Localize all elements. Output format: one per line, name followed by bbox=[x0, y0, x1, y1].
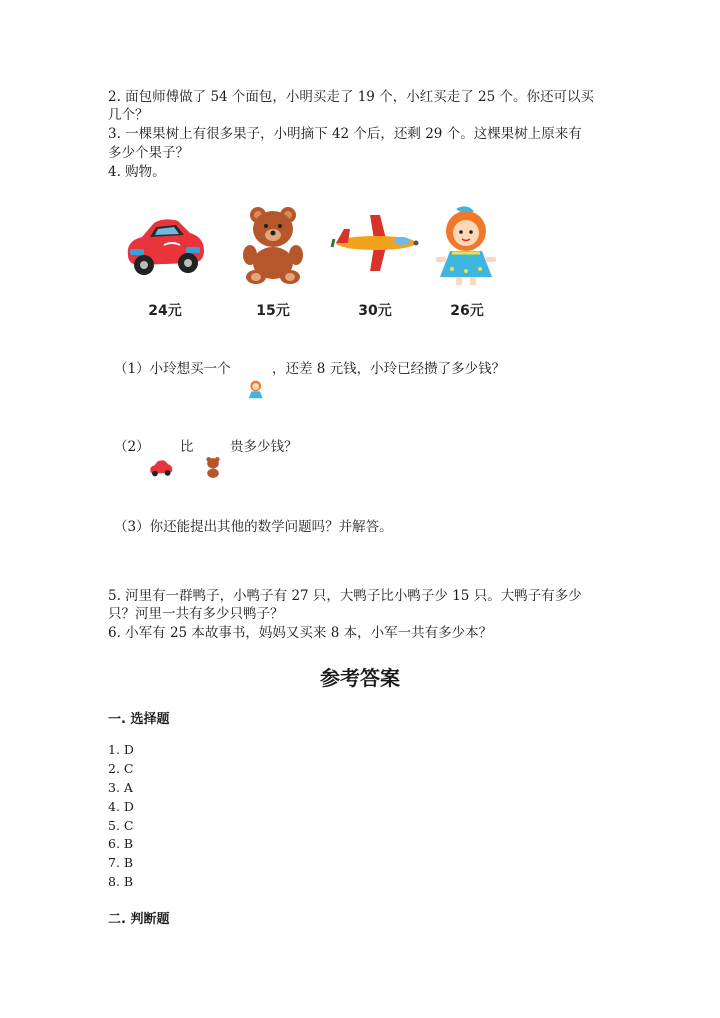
question-6-line-1: 6. 小军有 25 本故事书，妈妈又买来 8 本，小军一共有多少本？ bbox=[108, 625, 493, 641]
question-5-line-2: 只？河里一共有多少只鸭子？ bbox=[108, 606, 284, 622]
answer-item: 7. B bbox=[108, 855, 134, 870]
doll-price: 26元 bbox=[450, 303, 484, 319]
answer-item: 2. C bbox=[108, 761, 134, 776]
teddy-bear-icon bbox=[228, 205, 318, 285]
teddy-bear-item bbox=[228, 205, 318, 325]
toy-car-icon bbox=[148, 456, 174, 478]
teddy-bear-price: 15元 bbox=[256, 303, 290, 319]
sub-question-2-compare: 比 bbox=[180, 439, 194, 455]
sub-question-2-prefix: （2） bbox=[114, 439, 150, 455]
doll-item bbox=[422, 205, 512, 325]
section-true-false: 二. 判断题 bbox=[108, 912, 170, 927]
question-3-line-1: 3. 一棵果树上有很多果子，小明摘下 42 个后，还剩 29 个。这棵果树上原来有 bbox=[108, 126, 582, 142]
airplane-price: 30元 bbox=[358, 303, 392, 319]
toy-car-item bbox=[120, 205, 210, 325]
toy-car-icon bbox=[120, 205, 210, 280]
toy-car-price: 24元 bbox=[148, 303, 182, 319]
answer-item: 3. A bbox=[108, 780, 133, 795]
question-2-line-1: 2. 面包师傅做了 54 个面包，小明买走了 19 个，小红买走了 25 个。你还可以买 bbox=[108, 89, 594, 105]
answer-item: 5. C bbox=[108, 818, 134, 833]
answer-item: 4. D bbox=[108, 799, 134, 814]
section-multiple-choice: 一. 选择题 bbox=[108, 712, 170, 727]
teddy-bear-icon bbox=[200, 454, 226, 482]
answer-item: 1. D bbox=[108, 742, 134, 757]
question-3-line-2: 多少个果子？ bbox=[108, 145, 189, 161]
doll-icon bbox=[422, 205, 512, 287]
airplane-icon bbox=[330, 205, 420, 280]
question-4-title: 4. 购物。 bbox=[108, 164, 166, 180]
question-2-line-2: 几个？ bbox=[108, 107, 149, 123]
answers-title: 参考答案 bbox=[320, 666, 400, 690]
toy-price-row bbox=[120, 205, 520, 330]
sub-question-3: （3）你还能提出其他的数学问题吗？并解答。 bbox=[114, 519, 393, 535]
sub-question-2-suffix: 贵多少钱？ bbox=[230, 439, 298, 455]
answer-item: 8. B bbox=[108, 874, 134, 889]
airplane-item bbox=[330, 205, 420, 325]
sub-question-1-prefix: （1）小玲想买一个 bbox=[114, 361, 231, 377]
answer-item: 6. B bbox=[108, 836, 134, 851]
doll-icon bbox=[244, 378, 268, 402]
sub-question-1-suffix: ，还差 8 元钱，小玲已经攒了多少钱？ bbox=[272, 361, 506, 377]
question-5-line-1: 5. 河里有一群鸭子，小鸭子有 27 只，大鸭子比小鸭子少 15 只。大鸭子有多少 bbox=[108, 588, 582, 604]
